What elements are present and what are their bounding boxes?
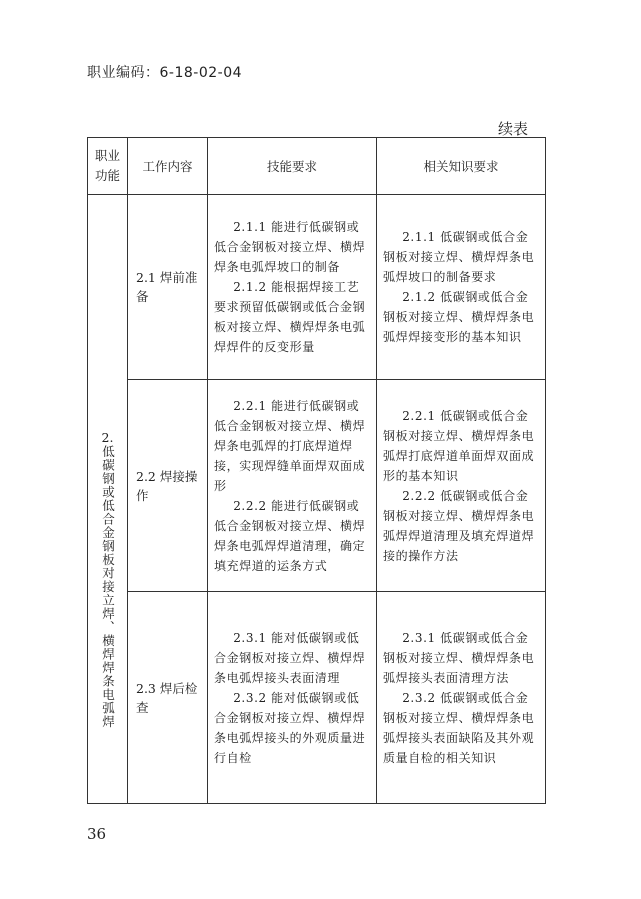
work-cell [128, 380, 208, 592]
function-number: 2. [101, 430, 114, 446]
skill-cell [208, 592, 377, 804]
header-knowledge: 相关知识要求 [377, 138, 546, 195]
header-function-label: 职业功能 [94, 148, 120, 183]
skill-item: 2.3.1 能对低碳钢或低合金钢板对接立焊、横焊焊条电弧焊接头表面清理 [214, 630, 366, 685]
page-number: 36 [87, 825, 107, 843]
knowledge-item: 2.2.1 低碳钢或低合金钢板对接立焊、横焊焊条电弧焊打底焊道单面焊双面成形的基本知识 [383, 408, 535, 483]
knowledge-item: 2.3.1 低碳钢或低合金钢板对接立焊、横焊焊条电弧焊接头表面清理方法 [383, 630, 535, 685]
function-cell [88, 195, 128, 804]
skill-cell [208, 195, 377, 380]
knowledge-item: 2.3.2 低碳钢或低合金钢板对接立焊、横焊焊条电弧焊接头表面缺陷及其外观质量自检的相关知识 [383, 690, 535, 765]
header-function [88, 138, 128, 195]
knowledge-item: 2.2.2 低碳钢或低合金钢板对接立焊、横焊焊条电弧焊焊道清理及填充焊道焊接的操作方法 [383, 488, 535, 563]
skill-item: 2.2.1 能进行低碳钢或低合金钢板对接立焊、横焊焊条电弧焊的打底焊道焊接，实现焊缝单面焊双面成形 [214, 398, 366, 493]
table-row [88, 380, 546, 592]
header-skill: 技能要求 [208, 138, 377, 195]
function-text: 低碳钢或低合金钢板对接立焊、横焊焊条电弧焊 [100, 445, 116, 729]
skill-item: 2.1.1 能进行低碳钢或低合金钢板对接立焊、横焊焊条电弧焊坡口的制备 [214, 220, 366, 274]
skill-item: 2.3.2 能对低碳钢或低合金钢板对接立焊、横焊焊条电弧焊接头的外观质量进行自检 [214, 690, 366, 765]
occupation-code: 职业编码：6-18-02-04 [87, 65, 243, 81]
table-header-row [88, 138, 546, 195]
table-row [88, 592, 546, 804]
knowledge-cell [377, 195, 546, 380]
work-name: 焊接操作 [136, 468, 198, 503]
knowledge-item: 2.1.2 低碳钢或低合金钢板对接立焊、横焊焊条电弧焊焊接变形的基本知识 [383, 290, 535, 344]
continued-label: 续表 [498, 120, 529, 138]
knowledge-item: 2.1.1 低碳钢或低合金钢板对接立焊、横焊焊条电弧焊坡口的制备要求 [383, 230, 535, 284]
work-cell [128, 195, 208, 380]
work-name: 焊前准备 [136, 270, 198, 304]
work-number: 2.3 [136, 680, 156, 696]
table-row [88, 195, 546, 380]
skill-item: 2.2.2 能进行低碳钢或低合金钢板对接立焊、横焊焊条电弧焊焊道清理，确定填充焊道的运条方式 [214, 498, 366, 573]
knowledge-cell [377, 380, 546, 592]
work-name: 焊后检查 [136, 680, 198, 715]
knowledge-cell [377, 592, 546, 804]
skills-table [87, 137, 546, 804]
work-number: 2.2 [136, 468, 156, 484]
work-cell [128, 592, 208, 804]
skill-item: 2.1.2 能根据焊接工艺要求预留低碳钢或低合金钢板对接立焊、横焊焊条电弧焊焊件的反变形量 [214, 280, 366, 354]
work-number: 2.1 [136, 270, 156, 285]
header-work: 工作内容 [128, 138, 208, 195]
skill-cell [208, 380, 377, 592]
